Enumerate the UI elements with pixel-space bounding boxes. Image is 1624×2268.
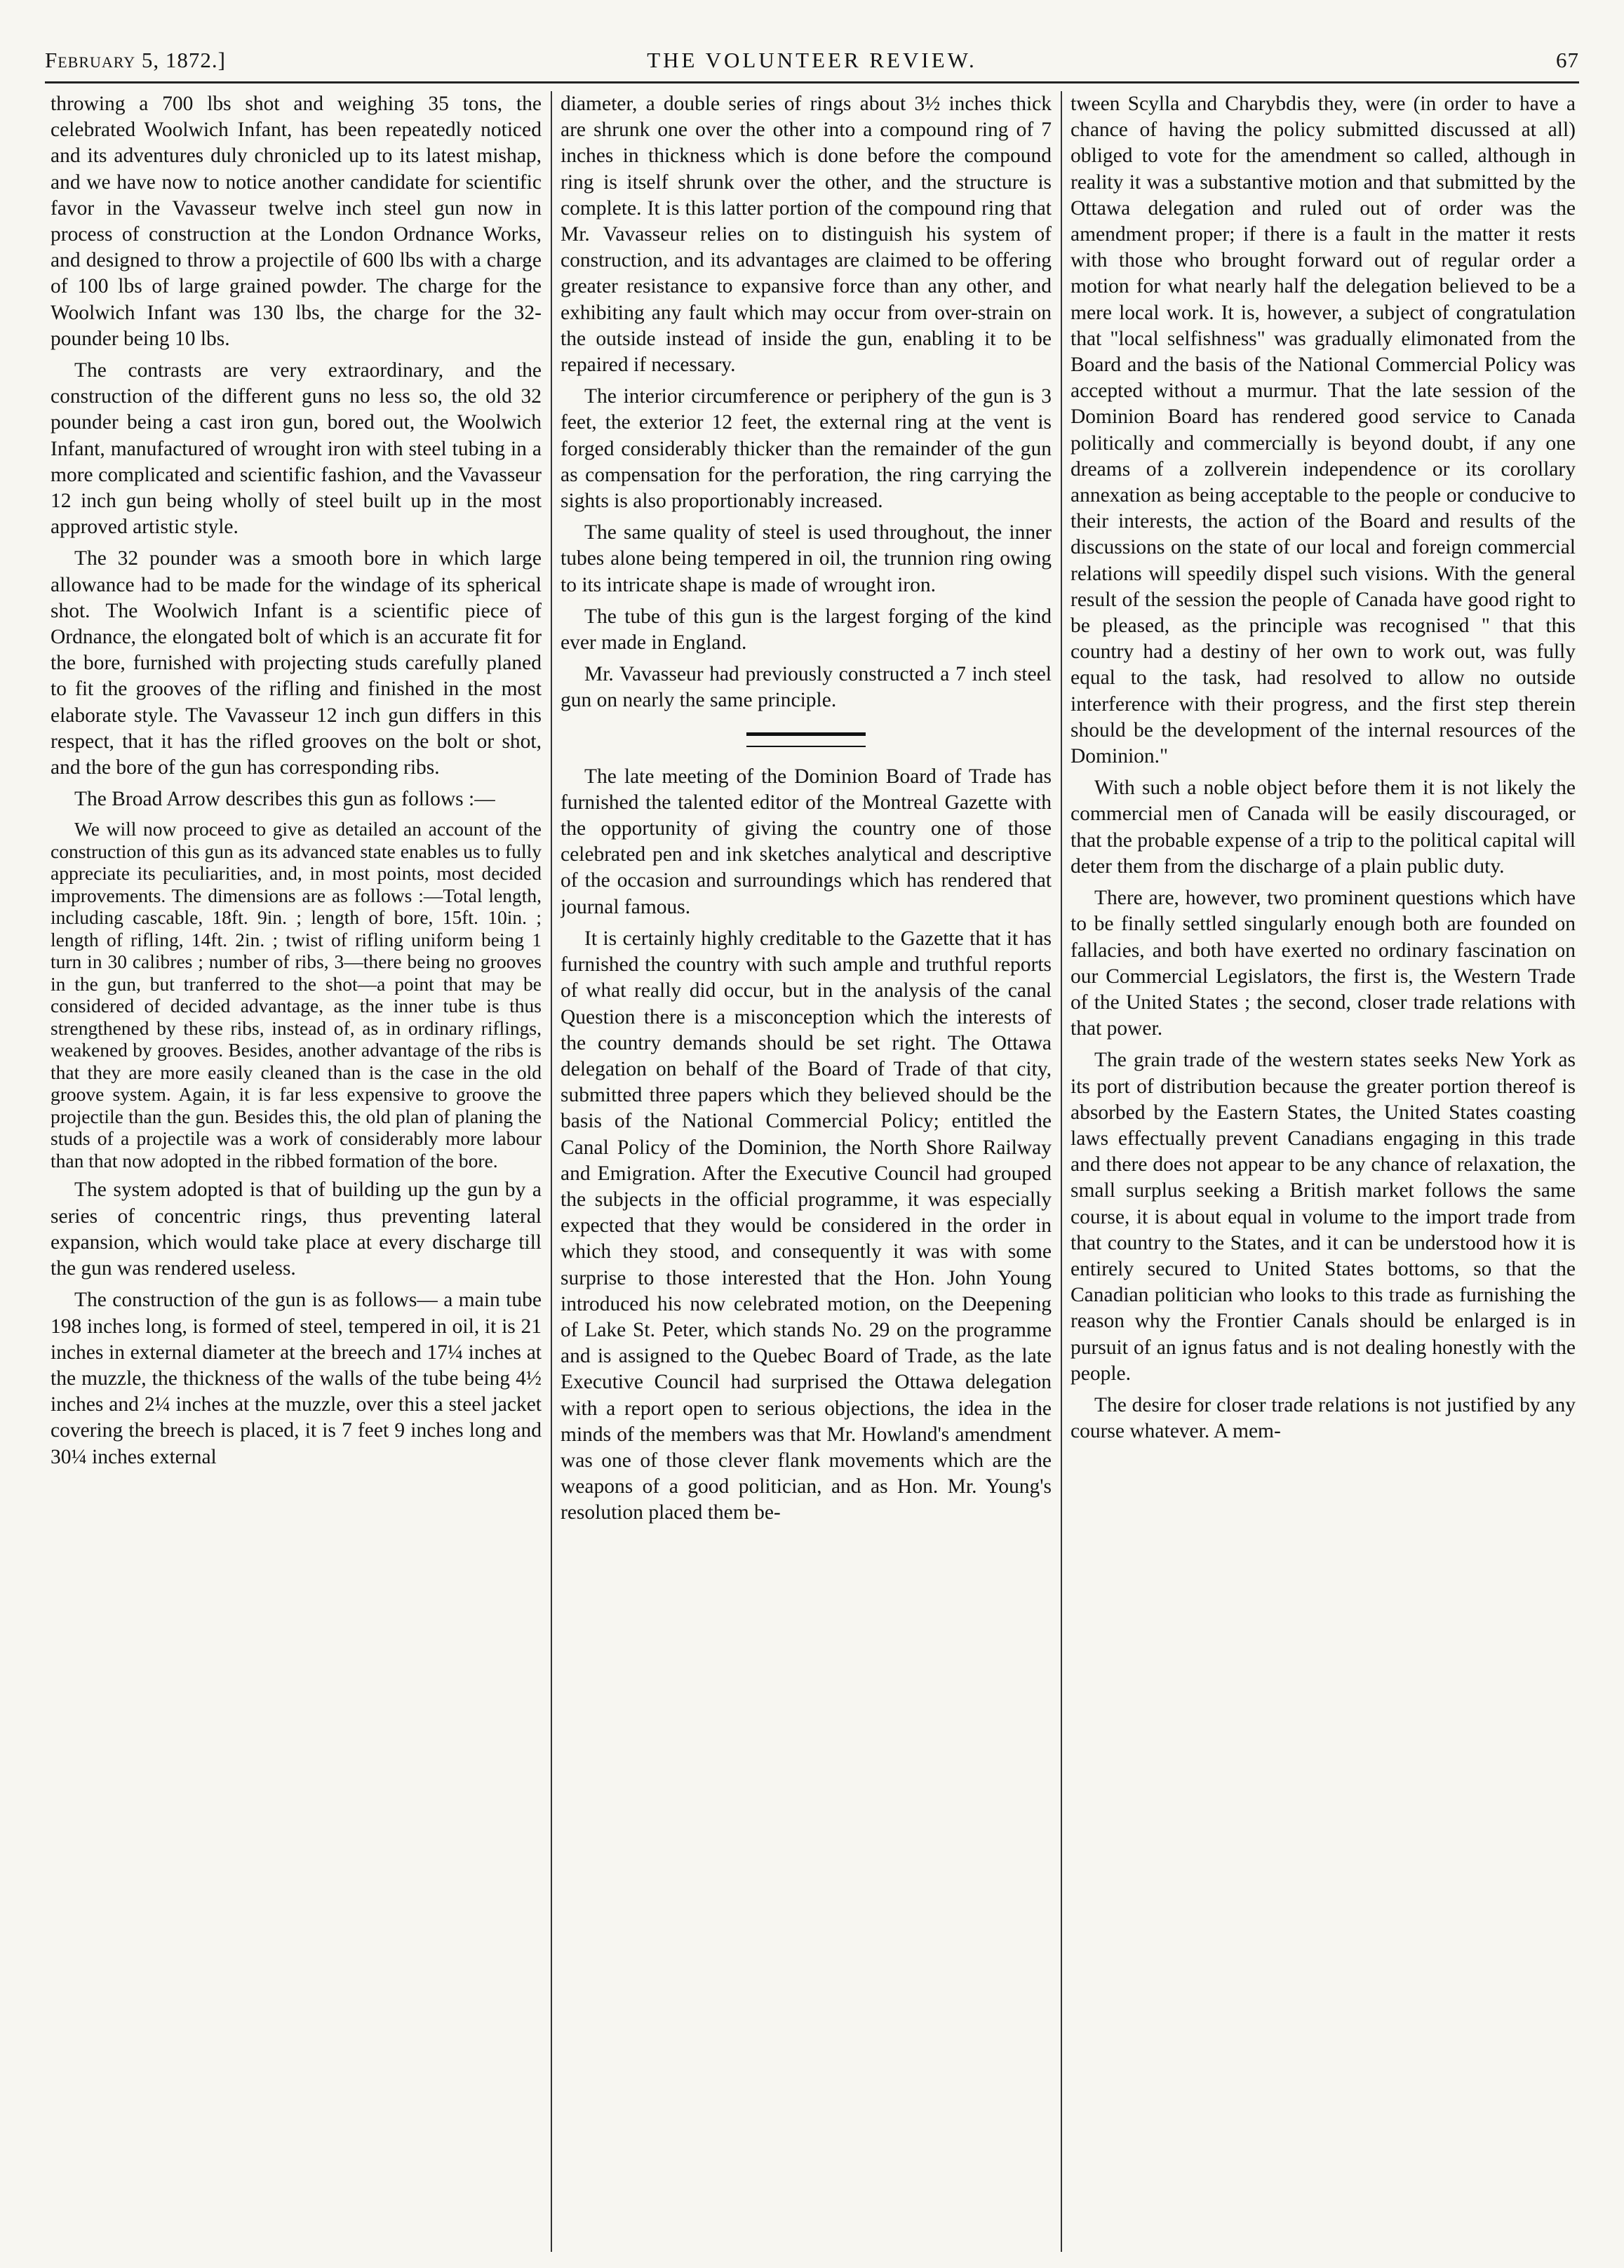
paragraph: We will now proceed to give as detailed an account of the construction of this gun as its advanced state enables us to fully appreciate its peculiarities, and, in most points, most decided improvements. The dimensions are as follows :—Total length, including cascable, 18ft. 9in. ; length of bore, 15ft. 10in. ; length of rifling, 14ft. 2in. ; twist of rifling uniform being 1 turn in 30 calibres ; number of ribs, 3—there being no grooves in the gun, but tranferred to the shot—a point that may be considered of decided advantage, as the inner tube is thus strengthened by these ribs, instead of, as in ordinary riflings, weakened by grooves. Besides, another advantage of the ribs is that they are more easily cleaned than is the case in the old groove system. Again, it is far less expensive to groove the projectile than the gun. Besides this, the old plan of planing the studs of a projectile was a work of considerably more labour than that now adopted in the ribbed formation of the bore. (51, 818, 542, 1172)
paragraph: Mr. Vavasseur had previously constructed a 7 inch steel gun on nearly the same principle. (561, 663, 1052, 712)
paragraph: The grain trade of the western states seeks New York as its port of distribution because the greater portion thereof is absorbed by the Eastern States, the United States coasting laws effectually prevent Canadians engaging in this trade and there does not appear to be any chance of relaxation, the small surplus seeking a British market follows the same course, it is about equal in volume to the import trade from that country to the States, and it can be understood how it is entirely secured to United States bottoms, so that the Canadian politician who looks to this trade as furnishing the reason why the Frontier Canals should be enlarged is in pursuit of an ignus fatus and is not dealing honestly with the people. (1071, 1049, 1576, 1385)
paragraph: tween Scylla and Charybdis they, were (in order to have a chance of having the policy submitted discussed at all) obliged to vote for the amendment so called, although in reality it was a substantive motion and that submitted by the Ottawa delegation and ruled out of order was the amendment proper; if there is a fault in the matter it rests with those who brought forward out of regular order a motion for what nearly half the delegation believed to be a mere local work. It is, however, a subject of congratulation that "local selfishness" was gradually elimonated from the Board and the basis of the National Commercial Policy was accepted without a murmur. That the late session of the Dominion Board has rendered good service to Canada politically and commercially is beyond doubt, if any one dreams of a zollverein independence or its corollary annexation as being acceptable to the people or conducive to their interests, the action of the Board and results of the discussions on the state of our local and foreign commercial relations will speedily dispel such visions. With the general result of the session the people of Canada have good right to be pleased, as the principle was recognised " that this country had a destiny of her own to work out, was fully equal to the task, had resolved to allow no outside interference with their progress, and the first step therein should be the development of the internal resources of the Dominion." (1071, 93, 1576, 768)
paragraph: It is certainly highly creditable to the Gazette that it has furnished the country with such ample and truthful reports of what really did occur, but in the analysis of the canal Question there is a misconception which the interests of the country demands should be set right. The Ottawa delegation on behalf of the Board of Trade of that city, submitted three papers which they believed should be the basis of the National Commercial Policy; entitled the Canal Policy of the Dominion, the North Shore Railway and Emigration. After the Executive Council had grouped the subjects in the official programme, it was especially expected that they would be considered in the order in which they stood, and consequently it was with some surprise to those interested that the Hon. John Young introduced his now celebrated motion, on the Deepening of Lake St. Peter, which stands No. 29 on the programme and is assigned to the Quebec Board of Trade, as the late Executive Council had surprised the Ottawa delegation with a report open to serious objections, the idea in the minds of the members was that Mr. Howland's amendment was one of those clever flank movements which are the weapons of a good politician, and as Hon. Mr. Young's resolution placed them be- (561, 927, 1052, 1524)
column-1 (51, 91, 542, 2252)
column-rule (1061, 91, 1062, 2252)
paragraph: diameter, a double series of rings about 3½ inches thick are shrunk one over the other into a compound ring of 7 inches in thickness which is done before the compound ring is itself shrunk over the other, and the structure is complete. It is this latter portion of the compound ring that Mr. Vavasseur relies on to distinguish his system of construction, and its advantages are claimed to be offering greater resistance to expansive force than any other, and exhibiting any fault which may occur from over-strain on the outside instead of inside the gun, enabling it to be repaired if necessary. (561, 93, 1052, 377)
column-rule (551, 91, 552, 2252)
paragraph: The construction of the gun is as follows— a main tube 198 inches long, is formed of steel, tempered in oil, it is 21 inches in external diameter at the breech and 17¼ inches at the muzzle, the thickness of the walls of the tube being 4½ inches and 2¼ inches at the muzzle, over this a steel jacket covering the breech is placed, it is 7 feet 9 inches long and 30¼ inches external (51, 1289, 542, 1468)
paragraph: The desire for closer trade relations is not justified by any course whatever. A mem- (1071, 1393, 1576, 1443)
paragraph: There are, however, two prominent questions which have to be finally settled singularly enough both are founded on fallacies, and both have exerted no ordinary fascination on our Commercial Legislators, the first is, the Western Trade of the United States ; the second, closer trade relations with that power. (1071, 887, 1576, 1040)
paragraph: With such a noble object before them it is not likely the commercial men of Canada will be easily discouraged, or that the probable expense of a trip to the political capital will deter them from the discharge of a plain public duty. (1071, 777, 1576, 878)
paragraph: The contrasts are very extraordinary, and the construction of the different guns no less so, the old 32 pounder being a cast iron gun, bored out, the Woolwich Infant, manufactured of wrought iron with steel tubing in a more complicated and scientific fashion, and the Vavasseur 12 inch gun being wholly of steel built up in the most approved artistic style. (51, 359, 542, 539)
paragraph: The 32 pounder was a smooth bore in which large allowance had to be made for the windage of its spherical shot. The Woolwich Infant is a scientific piece of Ordnance, the elongated bolt of which is an accurate fit for the bore, furnished with projecting studs carefully planed to fit the grooves of the rifling and finished in the most elaborate style. The Vavasseur 12 inch gun differs in this respect, that it has the rifled grooves on the bolt or shot, and the bore of the gun has corresponding ribs. (51, 547, 542, 779)
publication-title: THE VOLUNTEER REVIEW. (647, 48, 977, 72)
paragraph: The tube of this gun is the largest forging of the kind ever made in England. (561, 605, 1052, 655)
column-2 (561, 91, 1052, 2252)
issue-date: February 5, 1872.] (45, 48, 226, 72)
column-3 (1071, 91, 1576, 2252)
paragraph: throwing a 700 lbs shot and weighing 35 tons, the celebrated Woolwich Infant, has been repeatedly noticed and its adventures duly chronicled up to its latest mishap, and we have now to notice another candidate for scientific favor in the Vavasseur twelve inch steel gun now in process of construction at the London Ordnance Works, and designed to throw a projectile of 600 lbs with a charge of 100 lbs of large grained powder. The charge for the Woolwich Infant was 130 lbs, the charge for the 32-pounder being 10 lbs. (51, 93, 542, 350)
article-separator (746, 732, 866, 747)
page-number: 67 (1556, 48, 1579, 72)
paragraph: The system adopted is that of building up the gun by a series of concentric rings, thus preventing lateral expansion, which would take place at every discharge till the gun was rendered useless. (51, 1179, 542, 1280)
page-header (45, 42, 1579, 83)
paragraph: The interior circumference or periphery of the gun is 3 feet, the exterior 12 feet, the external ring at the vent is forged considerably thicker than the remainder of the gun as compensation for the perforation, the ring carrying the sights is also proportionably increased. (561, 385, 1052, 513)
paragraph: The Broad Arrow describes this gun as follows :— (74, 788, 495, 811)
paragraph: The same quality of steel is used throughout, the inner tubes alone being tempered in oil, the trunnion ring owing to its intricate shape is made of wrought iron. (561, 521, 1052, 596)
paragraph: The late meeting of the Dominion Board of Trade has furnished the talented editor of the Montreal Gazette with the opportunity of giving the country one of those celebrated pen and ink sketches analytical and descriptive of the occasion and surroundings which has rendered that journal famous. (561, 765, 1052, 918)
